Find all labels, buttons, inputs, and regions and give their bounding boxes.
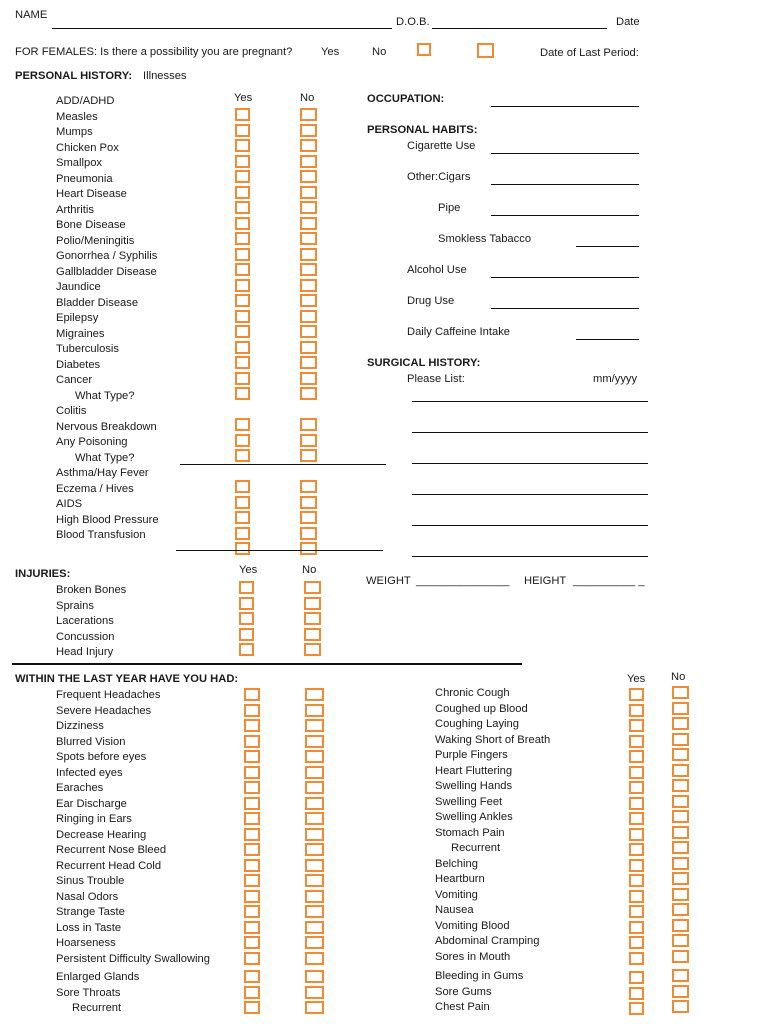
pregnancy-no-label: No	[372, 46, 387, 58]
symptom-no-checkbox-ringing-in-ears[interactable]	[305, 812, 324, 825]
symptom-no-checkbox-sore-throats[interactable]	[305, 986, 324, 999]
injury-label-broken-bones: Broken Bones	[56, 584, 127, 596]
symptom-no-checkbox-swelling-hands[interactable]	[672, 779, 689, 792]
habit-smokeless-label: Smokless Tabacco	[438, 233, 532, 245]
symptom-label-chronic-cough: Chronic Cough	[435, 687, 510, 699]
date-label: Date	[616, 16, 640, 28]
illness-label-arthritis: Arthritis	[56, 203, 94, 216]
symptom-label-ear-discharge: Ear Discharge	[56, 797, 127, 810]
injury-no-checkbox-sprains[interactable]	[304, 597, 321, 610]
symptom-yes-checkbox-persistent-difficulty-swallowing[interactable]	[244, 952, 260, 965]
name-field[interactable]	[52, 28, 392, 29]
illness-no-checkbox-aids[interactable]	[300, 511, 317, 524]
symptom-no-checkbox-heart-fluttering[interactable]	[672, 764, 689, 777]
illness-yes-header: Yes	[234, 92, 253, 104]
symptom-yes-checkbox-ear-discharge[interactable]	[244, 797, 260, 810]
illness-label-what-type: What Type?	[75, 451, 135, 464]
symptom-no-checkbox-swelling-ankles[interactable]	[672, 810, 689, 823]
symptom-yes-checkbox-sinus-trouble[interactable]	[244, 874, 260, 887]
illness-yes-checkbox-pneumonia[interactable]	[235, 186, 250, 199]
symptom-yes-checkbox-coughing-laying[interactable]	[629, 719, 644, 732]
illness-no-checkbox-nervous-breakdown[interactable]	[300, 434, 317, 447]
symptom-yes-checkbox-sore-throats[interactable]	[244, 986, 260, 999]
pregnancy-question: FOR FEMALES: Is there a possibility you are pregnant?	[15, 46, 293, 58]
symptom-no-checkbox-nausea[interactable]	[672, 903, 689, 916]
illness-yes-checkbox-any-poisoning[interactable]	[235, 449, 250, 462]
symptom-no-checkbox-severe-headaches[interactable]	[305, 704, 324, 717]
poison-type-field[interactable]	[180, 464, 386, 465]
pregnancy-no-checkbox[interactable]	[477, 43, 494, 58]
symptom-label-strange-taste: Strange Taste	[56, 906, 125, 918]
symptom-no-checkbox-coughed-up-blood[interactable]	[672, 702, 689, 715]
symptom-yes-checkbox-bleeding-in-gums[interactable]	[629, 971, 644, 984]
last-year-title: WITHIN THE LAST YEAR HAVE YOU HAD:	[15, 673, 239, 685]
illness-label-blood-transfusion: Blood Transfusion	[56, 529, 146, 541]
illness-yes-checkbox-jaundice[interactable]	[235, 294, 250, 307]
symptom-label-heartburn: Heartburn	[435, 873, 485, 885]
symptom-no-checkbox-sinus-trouble[interactable]	[305, 874, 324, 887]
illness-label-nervous-breakdown: Nervous Breakdown	[56, 420, 157, 433]
illness-label-diabetes: Diabetes	[56, 358, 101, 371]
illness-label-heart-disease: Heart Disease	[56, 188, 127, 200]
illness-no-checkbox-tuberculosis[interactable]	[300, 356, 317, 369]
illnesses-subtitle: Illnesses	[143, 70, 187, 82]
habit-alcohol-field[interactable]	[491, 277, 639, 278]
habit-cigars-field[interactable]	[491, 184, 639, 185]
illness-label-gonorrhea-syphilis: Gonorrhea / Syphilis	[56, 250, 158, 262]
injuries-yes-header: Yes	[239, 564, 258, 576]
illness-no-checkbox-diabetes[interactable]	[300, 372, 317, 385]
illness-no-checkbox-high-blood-pressure[interactable]	[300, 527, 317, 540]
illness-yes-checkbox-chicken-pox[interactable]	[235, 155, 250, 168]
symptom-yes-checkbox-ringing-in-ears[interactable]	[244, 812, 260, 825]
injuries-title: INJURIES:	[15, 568, 71, 580]
illness-no-checkbox-heart-disease[interactable]	[300, 201, 317, 214]
symptom-yes-checkbox-chest-pain[interactable]	[629, 1002, 644, 1015]
symptom-label-sore-gums: Sore Gums	[435, 985, 492, 998]
illness-yes-checkbox-eczema-hives[interactable]	[235, 496, 250, 509]
illness-yes-checkbox-diabetes[interactable]	[235, 372, 250, 385]
illness-no-header: No	[300, 92, 315, 104]
injury-label-sprains: Sprains	[56, 599, 94, 612]
symptom-no-checkbox-hoarseness[interactable]	[305, 936, 324, 949]
symptom-label-swelling-feet: Swelling Feet	[435, 795, 503, 808]
illness-label-cancer: Cancer	[56, 374, 93, 386]
symptom-yes-checkbox-vomiting[interactable]	[629, 890, 644, 903]
surgery-line-3[interactable]	[412, 463, 648, 464]
illness-no-checkbox-measles[interactable]	[300, 124, 317, 137]
symptom-label-belching: Belching	[435, 857, 478, 870]
injury-label-head-injury: Head Injury	[56, 646, 114, 658]
symptom-label-recurrent-nose-bleed: Recurrent Nose Bleed	[56, 844, 167, 856]
symptom-yes-checkbox-coughed-up-blood[interactable]	[629, 704, 644, 717]
illness-label-smallpox: Smallpox	[56, 157, 103, 169]
injury-no-checkbox-broken-bones[interactable]	[304, 581, 321, 594]
illness-label-mumps: Mumps	[56, 126, 93, 138]
symptom-yes-checkbox-spots-before-eyes[interactable]	[244, 750, 260, 763]
symptom-label-abdominal-cramping: Abdominal Cramping	[435, 935, 540, 947]
illness-label-tuberculosis: Tuberculosis	[56, 343, 120, 355]
illness-no-checkbox-eczema-hives[interactable]	[300, 496, 317, 509]
illness-yes-checkbox-aids[interactable]	[235, 511, 250, 524]
illness-yes-checkbox-migraines[interactable]	[235, 341, 250, 354]
symptom-label-heart-fluttering: Heart Fluttering	[435, 764, 513, 777]
surgery-line-6[interactable]	[412, 556, 648, 557]
symptom-label-bleeding-in-gums: Bleeding in Gums	[435, 970, 524, 982]
symptom-label-ringing-in-ears: Ringing in Ears	[56, 813, 132, 825]
illness-no-checkbox-colitis[interactable]	[300, 418, 317, 431]
surgery-line-2[interactable]	[412, 432, 648, 433]
symptom-yes-checkbox-sores-in-mouth[interactable]	[629, 952, 644, 965]
injury-yes-checkbox-concussion[interactable]	[239, 628, 254, 641]
illness-label-what-type: What Type?	[75, 389, 135, 402]
symptom-yes-checkbox-recurrent-nose-bleed[interactable]	[244, 843, 260, 856]
illness-no-checkbox-mumps[interactable]	[300, 139, 317, 152]
illness-label-asthma-hay-fever: Asthma/Hay Fever	[56, 467, 149, 479]
habit-pipe-field[interactable]	[491, 215, 639, 216]
injury-label-concussion: Concussion	[56, 630, 115, 643]
symptom-yes-checkbox-strange-taste[interactable]	[244, 905, 260, 918]
illness-label-chicken-pox: Chicken Pox	[56, 141, 119, 154]
habit-pipe-label: Pipe	[438, 202, 461, 214]
injury-yes-checkbox-broken-bones[interactable]	[239, 581, 254, 594]
illness-no-checkbox-arthritis[interactable]	[300, 217, 317, 230]
symptom-label-nausea: Nausea	[435, 904, 474, 916]
symptom-label-stomach-pain: Stomach Pain	[435, 826, 505, 839]
habit-drug-label: Drug Use	[407, 295, 455, 307]
symptom-label-coughing-laying: Coughing Laying	[435, 718, 519, 730]
illness-label-jaundice: Jaundice	[56, 281, 101, 293]
symptom-no-checkbox-infected-eyes[interactable]	[305, 766, 324, 779]
symptom-label-blurred-vision: Blurred Vision	[56, 735, 126, 748]
symptom-no-checkbox-spots-before-eyes[interactable]	[305, 750, 324, 763]
last-year-yes-header: Yes	[627, 673, 646, 685]
last-year-no-header: No	[671, 671, 686, 683]
injury-yes-checkbox-sprains[interactable]	[239, 597, 254, 610]
illness-label-measles: Measles	[56, 110, 98, 123]
symptom-label-decrease-hearing: Decrease Hearing	[56, 828, 147, 841]
symptom-yes-checkbox-nasal-odors[interactable]	[244, 890, 260, 903]
injury-yes-checkbox-lacerations[interactable]	[239, 612, 254, 625]
illness-no-checkbox-smallpox[interactable]	[300, 170, 317, 183]
surgical-history-title: SURGICAL HISTORY:	[367, 357, 481, 369]
symptom-yes-checkbox-chronic-cough[interactable]	[629, 688, 644, 701]
symptom-yes-checkbox-frequent-headaches[interactable]	[244, 688, 260, 701]
personal-habits-title: PERSONAL HABITS:	[367, 124, 478, 136]
weight-label: WEIGHT	[366, 575, 411, 587]
illness-label-gallbladder-disease: Gallbladder Disease	[56, 265, 157, 278]
illness-no-checkbox-bone-disease[interactable]	[300, 232, 317, 245]
symptom-yes-checkbox-recurrent-stomach[interactable]	[629, 843, 644, 856]
illness-no-checkbox-gallbladder-disease[interactable]	[300, 279, 317, 292]
illness-label-aids: AIDS	[56, 498, 83, 510]
dob-label: D.O.B.	[396, 16, 430, 28]
illness-no-checkbox-gonorrhea-syphilis[interactable]	[300, 263, 317, 276]
illness-yes-checkbox-gallbladder-disease[interactable]	[235, 279, 250, 292]
symptom-yes-checkbox-enlarged-glands[interactable]	[244, 970, 260, 983]
symptom-no-checkbox-dizziness[interactable]	[305, 719, 324, 732]
symptom-no-checkbox-earaches[interactable]	[305, 781, 324, 794]
symptom-no-checkbox-chronic-cough[interactable]	[672, 686, 689, 699]
symptom-no-checkbox-frequent-headaches[interactable]	[305, 688, 324, 701]
habit-caffeine-label: Daily Caffeine Intake	[407, 326, 511, 338]
symptom-yes-checkbox-dizziness[interactable]	[244, 719, 260, 732]
symptom-no-checkbox-ear-discharge[interactable]	[305, 797, 324, 810]
symptom-yes-checkbox-sore-gums[interactable]	[629, 987, 644, 1000]
symptom-no-checkbox-vomiting[interactable]	[672, 888, 689, 901]
illness-no-checkbox-chicken-pox[interactable]	[300, 155, 317, 168]
illness-no-checkbox-migraines[interactable]	[300, 341, 317, 354]
symptom-no-checkbox-recurrent-head-cold[interactable]	[305, 859, 324, 872]
symptom-label-infected-eyes: Infected eyes	[56, 766, 123, 779]
symptom-no-checkbox-strange-taste[interactable]	[305, 905, 324, 918]
symptom-label-persistent-difficulty-swallowing: Persistent Difficulty Swallowing	[56, 952, 210, 965]
illness-label-bone-disease: Bone Disease	[56, 219, 126, 231]
symptom-label-hoarseness: Hoarseness	[56, 937, 116, 949]
illness-yes-checkbox-mumps[interactable]	[235, 139, 250, 152]
habit-drug-field[interactable]	[491, 308, 639, 309]
illness-yes-checkbox-bone-disease[interactable]	[235, 232, 250, 245]
illness-no-checkbox-blood-transfusion[interactable]	[300, 542, 317, 555]
illness-yes-checkbox-blood-transfusion[interactable]	[235, 542, 250, 555]
symptom-yes-checkbox-infected-eyes[interactable]	[244, 766, 260, 779]
pregnancy-yes-checkbox[interactable]	[417, 43, 431, 56]
injury-no-checkbox-lacerations[interactable]	[304, 612, 321, 625]
symptom-no-checkbox-waking-short-of-breath[interactable]	[672, 733, 689, 746]
symptom-no-checkbox-heartburn[interactable]	[672, 872, 689, 885]
symptom-yes-checkbox-heart-fluttering[interactable]	[629, 766, 644, 779]
symptom-no-checkbox-sore-gums[interactable]	[672, 985, 689, 998]
symptom-label-vomiting-blood: Vomiting Blood	[435, 919, 510, 932]
symptom-no-checkbox-recurrent-throat[interactable]	[305, 1001, 324, 1014]
illness-yes-checkbox-nervous-breakdown[interactable]	[235, 434, 250, 447]
injuries-no-header: No	[302, 564, 317, 576]
habit-cigarette-field[interactable]	[491, 153, 639, 154]
personal-history-title: PERSONAL HISTORY:	[15, 70, 133, 82]
dob-field[interactable]	[432, 28, 607, 29]
name-label: NAME	[15, 9, 48, 21]
symptom-no-checkbox-vomiting-blood[interactable]	[672, 919, 689, 932]
symptom-no-checkbox-purple-fingers[interactable]	[672, 748, 689, 761]
symptom-yes-checkbox-blurred-vision[interactable]	[244, 735, 260, 748]
illness-label-eczema-hives: Eczema / Hives	[56, 482, 134, 495]
symptom-label-sores-in-mouth: Sores in Mouth	[435, 950, 511, 963]
symptom-label-earaches: Earaches	[56, 782, 104, 794]
symptom-yes-checkbox-earaches[interactable]	[244, 781, 260, 794]
habit-alcohol-label: Alcohol Use	[407, 264, 467, 276]
surgery-line-1[interactable]	[412, 401, 648, 402]
symptom-yes-checkbox-heartburn[interactable]	[629, 874, 644, 887]
symptom-label-loss-in-taste: Loss in Taste	[56, 921, 122, 934]
habit-smokeless-field[interactable]	[576, 246, 639, 247]
illness-label-add-adhd: ADD/ADHD	[56, 95, 115, 107]
symptom-label-waking-short-of-breath: Waking Short of Breath	[435, 733, 551, 746]
symptom-label-dizziness: Dizziness	[56, 720, 104, 732]
illness-divider	[176, 550, 383, 551]
symptom-label-chest-pain: Chest Pain	[435, 1001, 490, 1013]
symptom-label-vomiting: Vomiting	[435, 888, 478, 901]
symptom-no-checkbox-blurred-vision[interactable]	[305, 735, 324, 748]
illness-yes-checkbox-gonorrhea-syphilis[interactable]	[235, 263, 250, 276]
symptom-label-nasal-odors: Nasal Odors	[56, 890, 119, 903]
illness-yes-checkbox-high-blood-pressure[interactable]	[235, 527, 250, 540]
symptom-no-checkbox-enlarged-glands[interactable]	[305, 970, 324, 983]
illness-no-checkbox-add-adhd[interactable]	[300, 108, 317, 121]
symptom-no-checkbox-nasal-odors[interactable]	[305, 890, 324, 903]
symptom-yes-checkbox-abdominal-cramping[interactable]	[629, 936, 644, 949]
injury-no-checkbox-head-injury[interactable]	[304, 643, 321, 656]
injury-label-lacerations: Lacerations	[56, 615, 114, 627]
injury-yes-checkbox-head-injury[interactable]	[239, 643, 254, 656]
illness-label-any-poisoning: Any Poisoning	[56, 436, 128, 448]
symptom-label-spots-before-eyes: Spots before eyes	[56, 751, 147, 763]
section-divider	[12, 663, 522, 665]
height-field[interactable]: __________ _	[573, 575, 645, 587]
illness-label-high-blood-pressure: High Blood Pressure	[56, 513, 159, 526]
illness-no-checkbox-cancer[interactable]	[300, 387, 317, 400]
illness-no-checkbox-pneumonia[interactable]	[300, 186, 317, 199]
symptom-yes-checkbox-purple-fingers[interactable]	[629, 750, 644, 763]
symptom-label-recurrent-head-cold: Recurrent Head Cold	[56, 859, 162, 872]
symptom-yes-checkbox-recurrent-throat[interactable]	[244, 1001, 260, 1014]
symptom-yes-checkbox-stomach-pain[interactable]	[629, 828, 644, 841]
illness-label-migraines: Migraines	[56, 327, 105, 340]
illness-no-checkbox-epilepsy[interactable]	[300, 325, 317, 338]
illness-yes-checkbox-asthma-hay-fever[interactable]	[235, 480, 250, 493]
illness-yes-checkbox-smallpox[interactable]	[235, 170, 250, 183]
symptom-yes-checkbox-belching[interactable]	[629, 859, 644, 872]
symptom-no-checkbox-abdominal-cramping[interactable]	[672, 934, 689, 947]
symptom-no-checkbox-stomach-pain[interactable]	[672, 826, 689, 839]
last-period-label: Date of Last Period:	[540, 47, 639, 59]
symptom-no-checkbox-loss-in-taste[interactable]	[305, 921, 324, 934]
illness-no-checkbox-bladder-disease[interactable]	[300, 310, 317, 323]
symptom-yes-checkbox-waking-short-of-breath[interactable]	[629, 735, 644, 748]
please-list-label: Please List:	[407, 373, 465, 385]
illness-yes-checkbox-heart-disease[interactable]	[235, 201, 250, 214]
illness-yes-checkbox-tuberculosis[interactable]	[235, 356, 250, 369]
illness-no-checkbox-asthma-hay-fever[interactable]	[300, 480, 317, 493]
occupation-label: OCCUPATION:	[367, 93, 445, 105]
height-label: HEIGHT	[524, 575, 567, 587]
illness-no-checkbox-jaundice[interactable]	[300, 294, 317, 307]
illness-no-checkbox-any-poisoning[interactable]	[300, 449, 317, 462]
symptom-yes-checkbox-swelling-feet[interactable]	[629, 797, 644, 810]
symptom-label-severe-headaches: Severe Headaches	[56, 704, 152, 717]
surgery-line-4[interactable]	[412, 494, 648, 495]
illness-yes-checkbox-bladder-disease[interactable]	[235, 310, 250, 323]
symptom-no-checkbox-bleeding-in-gums[interactable]	[672, 969, 689, 982]
surgery-line-5[interactable]	[412, 525, 648, 526]
symptom-no-checkbox-persistent-difficulty-swallowing[interactable]	[305, 952, 324, 965]
symptom-yes-checkbox-swelling-ankles[interactable]	[629, 812, 644, 825]
symptom-no-checkbox-chest-pain[interactable]	[672, 1000, 689, 1013]
illness-yes-checkbox-epilepsy[interactable]	[235, 325, 250, 338]
symptom-yes-checkbox-nausea[interactable]	[629, 905, 644, 918]
illness-yes-checkbox-colitis[interactable]	[235, 418, 250, 431]
symptom-yes-checkbox-swelling-hands[interactable]	[629, 781, 644, 794]
pregnancy-yes-label: Yes	[321, 46, 340, 58]
symptom-label-swelling-hands: Swelling Hands	[435, 780, 513, 792]
symptom-label-purple-fingers: Purple Fingers	[435, 749, 508, 761]
symptom-no-checkbox-swelling-feet[interactable]	[672, 795, 689, 808]
symptom-label-enlarged-glands: Enlarged Glands	[56, 971, 140, 983]
symptom-yes-checkbox-loss-in-taste[interactable]	[244, 921, 260, 934]
symptom-label-coughed-up-blood: Coughed up Blood	[435, 702, 528, 715]
habit-cigars-label: Other:Cigars	[407, 171, 471, 183]
symptom-no-checkbox-sores-in-mouth[interactable]	[672, 950, 689, 963]
symptom-label-frequent-headaches: Frequent Headaches	[56, 689, 161, 701]
symptom-yes-checkbox-recurrent-head-cold[interactable]	[244, 859, 260, 872]
illness-label-pneumonia: Pneumonia	[56, 172, 113, 185]
symptom-label-recurrent-stomach: Recurrent	[451, 842, 501, 854]
illness-label-bladder-disease: Bladder Disease	[56, 296, 139, 309]
symptom-no-checkbox-coughing-laying[interactable]	[672, 717, 689, 730]
illness-label-epilepsy: Epilepsy	[56, 312, 99, 324]
symptom-label-recurrent-throat: Recurrent	[72, 1002, 122, 1014]
symptom-no-checkbox-belching[interactable]	[672, 857, 689, 870]
symptom-label-swelling-ankles: Swelling Ankles	[435, 811, 513, 823]
symptom-yes-checkbox-vomiting-blood[interactable]	[629, 921, 644, 934]
illness-yes-checkbox-cancer[interactable]	[235, 387, 250, 400]
symptom-label-sinus-trouble: Sinus Trouble	[56, 875, 125, 887]
symptom-yes-checkbox-decrease-hearing[interactable]	[244, 828, 260, 841]
illness-label-polio-meningitis: Polio/Meningitis	[56, 234, 135, 247]
symptom-no-checkbox-decrease-hearing[interactable]	[305, 828, 324, 841]
illness-no-checkbox-polio-meningitis[interactable]	[300, 248, 317, 261]
habit-caffeine-field[interactable]	[576, 339, 639, 340]
symptom-label-sore-throats: Sore Throats	[56, 986, 121, 999]
date-format-label: mm/yyyy	[593, 373, 638, 385]
illness-yes-checkbox-arthritis[interactable]	[235, 217, 250, 230]
illness-yes-checkbox-polio-meningitis[interactable]	[235, 248, 250, 261]
weight-field[interactable]: _______________	[416, 575, 510, 587]
illness-yes-checkbox-add-adhd[interactable]	[235, 108, 250, 121]
illness-yes-checkbox-measles[interactable]	[235, 124, 250, 137]
symptom-no-checkbox-recurrent-stomach[interactable]	[672, 841, 689, 854]
habit-cigarette-label: Cigarette Use	[407, 140, 476, 152]
illness-label-colitis: Colitis	[56, 405, 87, 417]
injury-no-checkbox-concussion[interactable]	[304, 628, 321, 641]
symptom-no-checkbox-recurrent-nose-bleed[interactable]	[305, 843, 324, 856]
symptom-yes-checkbox-severe-headaches[interactable]	[244, 704, 260, 717]
occupation-field[interactable]	[491, 106, 639, 107]
symptom-yes-checkbox-hoarseness[interactable]	[244, 936, 260, 949]
